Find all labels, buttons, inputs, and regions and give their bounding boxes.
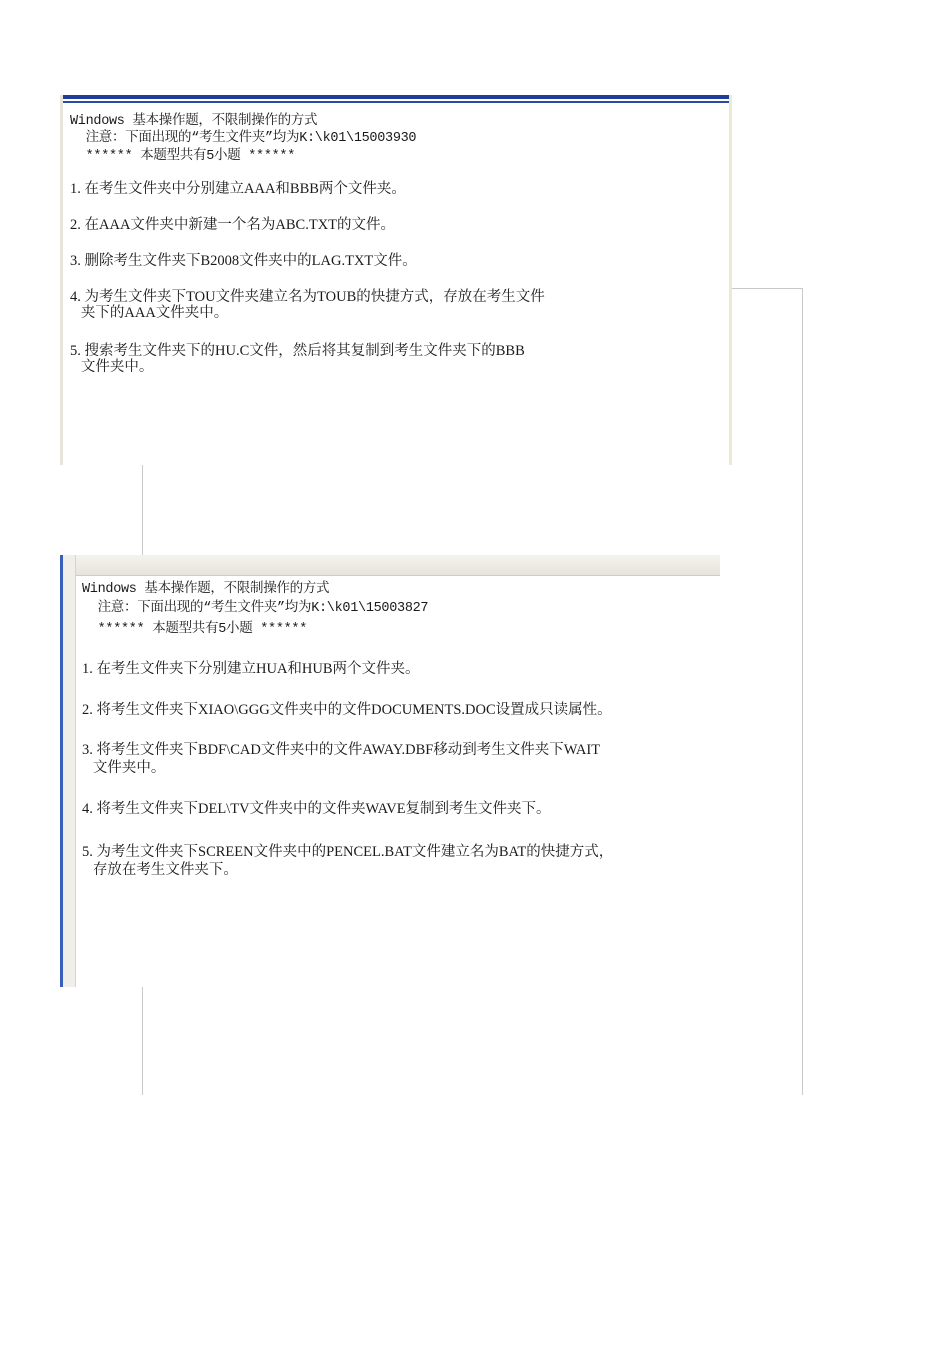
header-line: Windows 基本操作题，不限制操作的方式: [82, 582, 330, 597]
question-item-cont: 文件夹中。: [70, 359, 154, 375]
question-item: 5. 搜索考生文件夹下的HU.C文件，然后将其复制到考生文件夹下的BBB: [70, 343, 525, 359]
question-item: 2. 将考生文件夹下XIAO\GGG文件夹中的文件DOCUMENTS.DOC设置成只读属性。: [82, 702, 612, 718]
question-item: 1. 在考生文件夹下分别建立HUA和HUB两个文件夹。: [82, 661, 420, 677]
question-item: 3. 将考生文件夹下BDF\CAD文件夹中的文件AWAY.DBF移动到考生文件夹下WAIT: [82, 742, 601, 758]
question-text-area: [70, 113, 545, 375]
question-item: 2. 在AAA文件夹中新建一个名为ABC.TXT的文件。: [70, 217, 396, 233]
question-item: 1. 在考生文件夹中分别建立AAA和BBB两个文件夹。: [70, 181, 406, 197]
question-item-cont: 文件夹中。: [82, 760, 166, 776]
header-line: ****** 本题型共有5小题 ******: [70, 149, 296, 164]
question-item-cont: 存放在考生文件夹下。: [82, 862, 238, 878]
header-line: ****** 本题型共有5小题 ******: [82, 622, 308, 637]
header-line: Windows 基本操作题，不限制操作的方式: [70, 114, 318, 129]
question-item: 4. 将考生文件夹下DEL\TV文件夹中的文件夹WAVE复制到考生文件夹下。: [82, 801, 551, 817]
exam-window-1: [60, 95, 732, 465]
question-item: 3. 删除考生文件夹下B2008文件夹中的LAG.TXT文件。: [70, 253, 417, 269]
header-line: 注意：下面出现的“考生文件夹”均为K:\k01\15003930: [70, 131, 417, 146]
window-left-border: [60, 95, 63, 465]
window-gutter: [63, 555, 76, 987]
question-item: 4. 为考生文件夹下TOU文件夹建立名为TOUB的快捷方式，存放在考生文件: [70, 289, 545, 305]
exam-window-2: [60, 555, 720, 987]
question-item: 5. 为考生文件夹下SCREEN文件夹中的PENCEL.BAT文件建立名为BAT的快捷方式，: [82, 844, 614, 860]
frame-line-right: [802, 288, 803, 1095]
header-line: 注意：下面出现的“考生文件夹”均为K:\k01\15003827: [82, 601, 429, 616]
question-text-area: [82, 581, 614, 878]
window-title-bar: [60, 555, 720, 576]
window-title-bar: [60, 95, 732, 105]
window-right-border: [729, 95, 732, 465]
question-item-cont: 夹下的AAA文件夹中。: [70, 305, 229, 321]
frame-line-top: [732, 288, 803, 289]
